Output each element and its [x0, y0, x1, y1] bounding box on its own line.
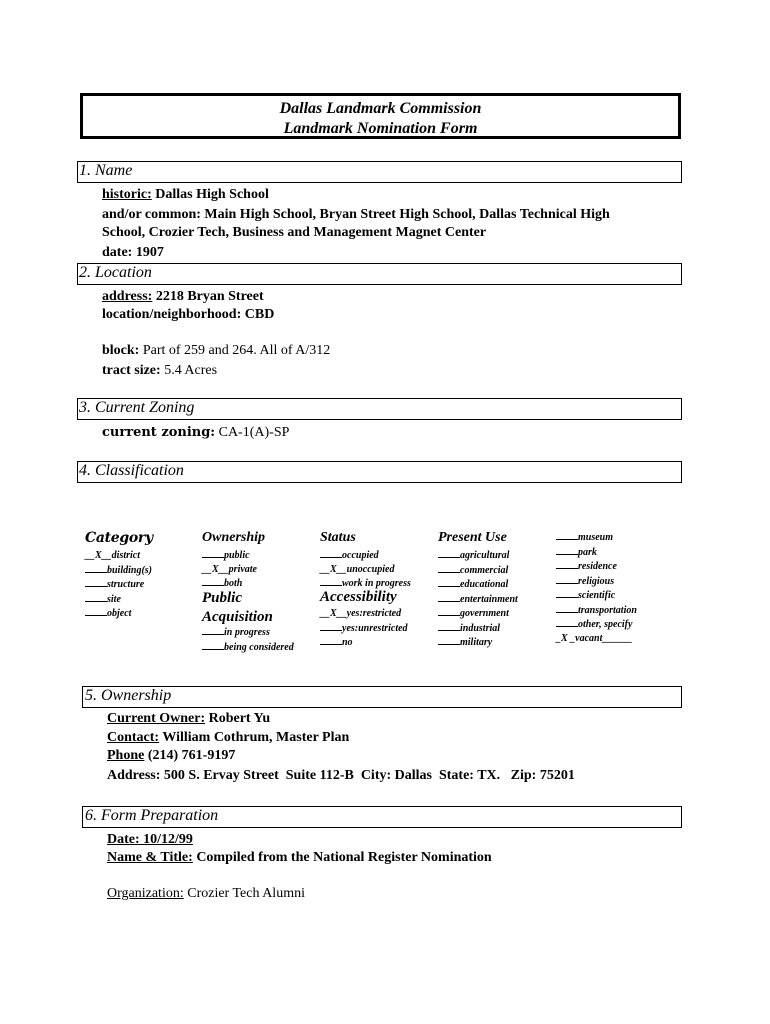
present-use-heading: Present Use [438, 530, 507, 545]
common-name-line-1: and/or common: Main High School, Bryan Street High School, Dallas Technical High [102, 207, 610, 222]
present-use-item: transportation [556, 603, 637, 618]
accessibility-item: __X__yes:restricted [320, 608, 402, 619]
category-list [85, 549, 152, 621]
present-use-item: _X _vacant______ [556, 632, 633, 644]
section-classification-title: 4. Classification [79, 462, 184, 479]
phone-label: Phone [107, 748, 145, 763]
tract-value: 5.4 Acres [160, 363, 218, 378]
form-title-box [80, 93, 681, 139]
present-use-item: museum [556, 530, 637, 545]
present-use-item: industrial [438, 621, 518, 636]
public-acquisition-heading: Public Acquisition [202, 590, 273, 625]
category-item: building(s) [85, 563, 152, 578]
ownership-list [202, 548, 257, 591]
commission-title: Dallas Landmark Commission [279, 100, 482, 117]
section-name-header [77, 161, 682, 183]
tract-line [102, 362, 217, 380]
phone-line [107, 747, 235, 765]
status-item: __X__unoccupied [320, 563, 395, 575]
historic-value: Dallas High School [151, 187, 269, 202]
contact-value: William Cothrum, Master Plan [159, 730, 350, 745]
owner-address-line: Address: 500 S. Ervay Street Suite 112-B City: Dallas State: TX. Zip: 75201 [107, 768, 575, 783]
category-item: site [85, 592, 152, 607]
organization-value: Crozier Tech Alumni [183, 886, 305, 901]
common-name-line-2: School, Crozier Tech, Business and Management Magnet Center [102, 225, 487, 240]
block-label: block: [102, 343, 140, 358]
contact-line [107, 729, 349, 747]
status-item: work in progress [320, 576, 411, 591]
present-use-item: other, specify [556, 617, 637, 632]
zoning-label: current zoning: [102, 425, 216, 440]
ownership-heading: Ownership [202, 530, 266, 545]
status-list [320, 548, 411, 591]
contact-label: Contact: [107, 730, 160, 745]
category-item: structure [85, 577, 152, 592]
present-use-list-2 [556, 530, 637, 645]
phone-value: (214) 761-9197 [144, 748, 236, 763]
address-line [102, 288, 264, 306]
zoning-line [102, 424, 289, 442]
accessibility-list [320, 607, 408, 650]
owner-value: Robert Yu [205, 711, 271, 726]
acquisition-item: being considered [202, 640, 294, 655]
zoning-value: CA-1(A)-SP [215, 425, 290, 440]
owner-line [107, 710, 270, 728]
organization-label: Organization: [107, 886, 184, 901]
present-use-item: government [438, 606, 518, 621]
category-item: object [85, 606, 152, 621]
accessibility-heading: Accessibility [320, 589, 397, 605]
present-use-item: park [556, 545, 637, 560]
present-use-item: military [438, 635, 518, 650]
historic-label: historic: [102, 187, 152, 202]
section-ownership-header [82, 686, 682, 708]
section-form-prep-header [82, 806, 682, 828]
acquisition-item: in progress [202, 625, 294, 640]
public-acquisition-list [202, 625, 294, 654]
accessibility-item: no [320, 635, 408, 650]
form-title: Landmark Nomination Form [283, 120, 478, 137]
present-use-list [438, 548, 518, 650]
address-label: address: [102, 289, 153, 304]
present-use-item: residence [556, 559, 637, 574]
prep-name-line [107, 849, 492, 867]
section-location-header [77, 263, 682, 285]
date-line: date: 1907 [102, 245, 164, 260]
tract-label: tract size: [102, 363, 161, 378]
accessibility-item: yes:unrestricted [320, 621, 408, 636]
ownership-item: both [202, 576, 257, 591]
section-ownership-title: 5. Ownership [85, 687, 172, 704]
section-zoning-header [77, 398, 682, 420]
historic-line [102, 186, 269, 204]
status-item: occupied [320, 548, 411, 563]
present-use-item: scientific [556, 588, 637, 603]
prep-name-label: Name & Title: [107, 850, 193, 865]
category-item: __X__district [85, 550, 141, 561]
section-classification-header [77, 461, 682, 483]
owner-label: Current Owner: [107, 711, 206, 726]
present-use-item: educational [438, 577, 518, 592]
present-use-item: agricultural [438, 548, 518, 563]
status-heading: Status [320, 530, 356, 545]
section-zoning-title: 3. Current Zoning [79, 399, 195, 416]
section-location-title: 2. Location [79, 264, 152, 281]
block-line [102, 342, 330, 360]
present-use-item: religious [556, 574, 637, 589]
present-use-item: entertainment [438, 592, 518, 607]
block-value: Part of 259 and 264. All of A/312 [139, 343, 331, 358]
neighborhood-line: location/neighborhood: CBD [102, 307, 275, 322]
section-name-title: 1. Name [79, 162, 133, 179]
address-value: 2218 Bryan Street [152, 289, 264, 304]
category-heading: Category [85, 530, 153, 546]
ownership-item: __X__private [202, 563, 257, 575]
present-use-item: commercial [438, 563, 518, 578]
section-form-prep-title: 6. Form Preparation [85, 807, 219, 824]
ownership-item: public [202, 548, 257, 563]
prep-name-value: Compiled from the National Register Nomination [192, 850, 492, 865]
organization-line [107, 885, 305, 903]
prep-date-line: Date: 10/12/99 [107, 832, 193, 847]
